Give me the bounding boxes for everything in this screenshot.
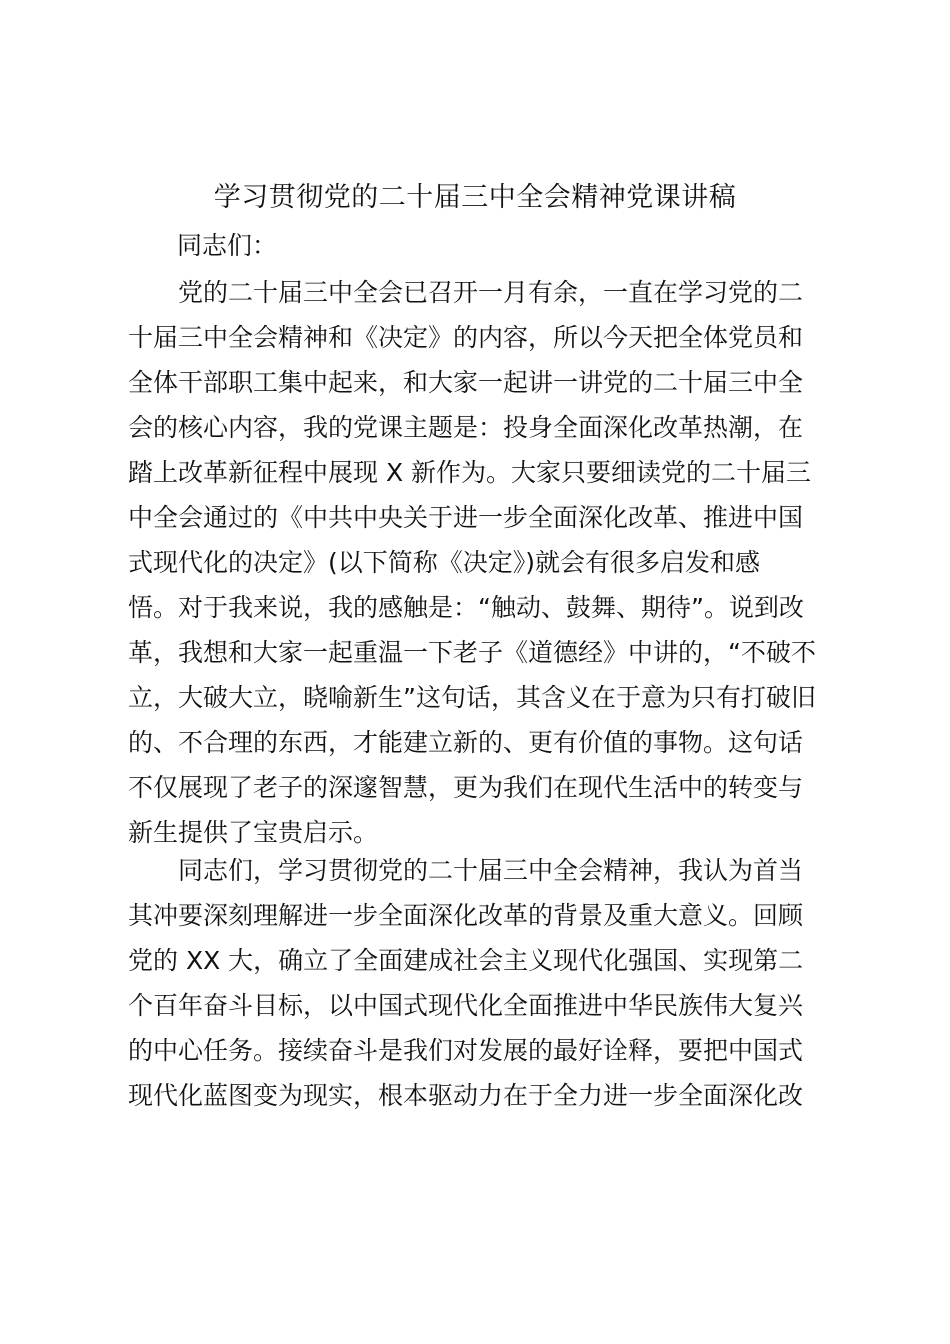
paragraph-line: 现代化蓝图变为现实，根本驱动力在于全力进一步全面深化改 bbox=[128, 1081, 804, 1110]
paragraph-line: 全体干部职工集中起来，和大家一起讲一讲党的二十届三中全 bbox=[128, 368, 804, 397]
paragraph-line: 同志们，学习贯彻党的二十届三中全会精神，我认为首当 bbox=[178, 856, 804, 885]
paragraph-line: 式现代化的决定》(以下简称《决定》)就会有很多启发和感 bbox=[128, 548, 761, 577]
paragraph-line: 新生提供了宝贵启示。 bbox=[128, 818, 379, 847]
paragraph-1 bbox=[128, 270, 828, 855]
paragraph-line: 立，大破大立，晓喻新生”这句话，其含义在于意为只有打破旧 bbox=[128, 683, 816, 712]
paragraph-line: 十届三中全会精神和《决定》的内容，所以今天把全体党员和 bbox=[128, 323, 804, 352]
paragraph-line: 会的核心内容，我的党课主题是：投身全面深化改革热潮，在 bbox=[128, 413, 804, 442]
paragraph-line: 的、不合理的东西，才能建立新的、更有价值的事物。这句话 bbox=[128, 728, 804, 757]
paragraph-line: 不仅展现了老子的深邃智慧，更为我们在现代生活中的转变与 bbox=[128, 773, 804, 802]
paragraph-2 bbox=[128, 848, 828, 1118]
paragraph-line: 中全会通过的《中共中央关于进一步全面深化改革、推进中国 bbox=[128, 503, 804, 532]
paragraph-line: 踏上改革新征程中展现 X 新作为。大家只要细读党的二十届三 bbox=[128, 458, 812, 487]
document-title: 学习贯彻党的二十届三中全会精神党课讲稿 bbox=[213, 182, 737, 213]
paragraph-line: 党的二十届三中全会已召开一月有余，一直在学习党的二 bbox=[178, 278, 804, 307]
paragraph-line: 的中心任务。接续奋斗是我们对发展的最好诠释，要把中国式 bbox=[128, 1036, 804, 1065]
salutation: 同志们： bbox=[177, 231, 278, 260]
paragraph-line: 党的 XX 大，确立了全面建成社会主义现代化强国、实现第二 bbox=[128, 946, 804, 975]
paragraph-line: 革，我想和大家一起重温一下老子《道德经》中讲的，“不破不 bbox=[128, 638, 816, 667]
paragraph-line: 悟。对于我来说，我的感触是：“触动、鼓舞、期待”。说到改 bbox=[128, 593, 804, 622]
paragraph-line: 个百年奋斗目标，以中国式现代化全面推进中华民族伟大复兴 bbox=[128, 991, 804, 1020]
paragraph-line: 其冲要深刻理解进一步全面深化改革的背景及重大意义。回顾 bbox=[128, 901, 804, 930]
